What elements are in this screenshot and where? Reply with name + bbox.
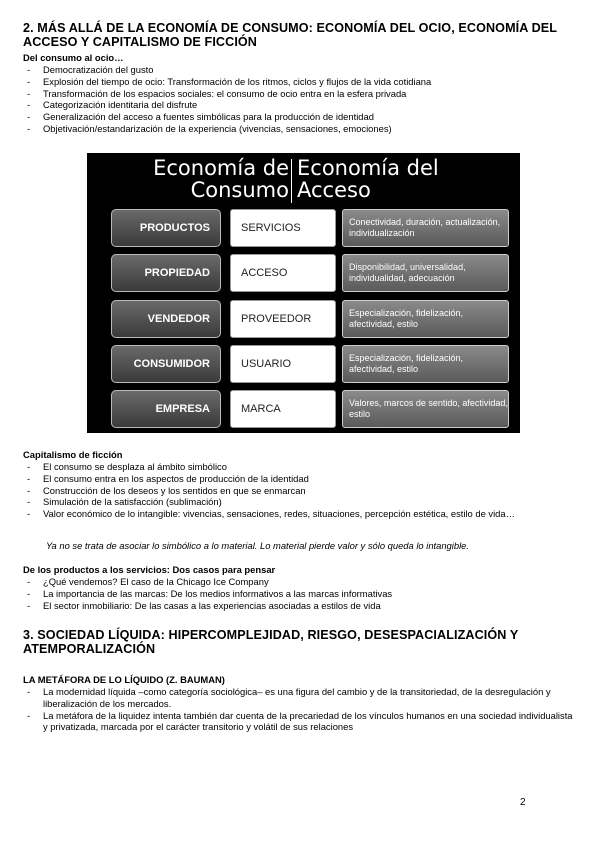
- list-item: - Simulación de la satisfacción (sublimación): [23, 496, 578, 508]
- ocio-heading: Del consumo al ocio…: [23, 52, 124, 63]
- list-item: - La metáfora de la liquidez intenta también dar cuenta de la precariedad de los vínculos humanos en una sociedad individualista y privatizada, marcada por el carácter transitorio y volátil de sus relaciones: [23, 710, 578, 734]
- list-item: - El consumo se desplaza al ámbito simbólico: [23, 461, 578, 473]
- section-2-title-line2: ACCESO Y CAPITALISMO DE FICCIÓN: [23, 35, 258, 49]
- figure-head-consumo: [153, 157, 289, 201]
- figure-cell-attributes: Valores, marcos de sentido, afectividad, estilo: [342, 390, 509, 428]
- figure-cell-consumo: CONSUMIDOR: [111, 345, 221, 383]
- list-item: - Generalización del acceso a fuentes simbólicas para la producción de identidad: [23, 111, 578, 123]
- page-number: 2: [520, 797, 526, 808]
- ocio-list: [23, 64, 578, 135]
- figure-cell-acceso: ACCESO: [230, 254, 336, 292]
- section-2-title: [23, 21, 557, 49]
- list-item: - Categorización identitaria del disfrute: [23, 99, 578, 111]
- liquido-heading: LA METÁFORA DE LO LÍQUIDO (Z. BAUMAN): [23, 674, 225, 685]
- capitalismo-list: [23, 461, 578, 520]
- list-item: - ¿Qué vendemos? El caso de la Chicago Ice Company: [23, 576, 578, 588]
- figure-row: [87, 345, 520, 383]
- capitalismo-heading: Capitalismo de ficción: [23, 449, 123, 460]
- figure-cell-acceso: SERVICIOS: [230, 209, 336, 247]
- section-3-title-line2: ATEMPORALIZACIÓN: [23, 642, 156, 656]
- list-item: - El sector inmobiliario: De las casas a las experiencias asociadas a estilos de vida: [23, 600, 578, 612]
- figure-cell-consumo: EMPRESA: [111, 390, 221, 428]
- liquido-list: [23, 686, 578, 733]
- figure-cell-attributes: Especialización, fidelización, afectividad, estilo: [342, 300, 509, 338]
- list-item: - Transformación de los espacios sociales: el consumo de ocio entra en la esfera privada: [23, 88, 578, 100]
- figure-head-right-line2: Acceso: [297, 178, 371, 202]
- figure-head-left-line2: Consumo: [190, 178, 289, 202]
- capitalismo-note: Ya no se trata de asociar lo simbólico a lo material. Lo material pierde valor y sólo queda lo intangible.: [46, 540, 469, 551]
- list-item: - Explosión del tiempo de ocio: Transformación de los ritmos, ciclos y flujos de la vida cotidiana: [23, 76, 578, 88]
- figure-cell-acceso: MARCA: [230, 390, 336, 428]
- figure-cell-attributes: Disponibilidad, universalidad, individualidad, adecuación: [342, 254, 509, 292]
- figure-cell-attributes: Especialización, fidelización, afectividad, estilo: [342, 345, 509, 383]
- figure-cell-attributes: Conectividad, duración, actualización, individualización: [342, 209, 509, 247]
- list-item: - Construcción de los deseos y los sentidos en que se enmarcan: [23, 485, 578, 497]
- section-3-title: [23, 628, 518, 656]
- figure-row: [87, 390, 520, 428]
- list-item: - Objetivación/estandarización de la experiencia (vivencias, sensaciones, emociones): [23, 123, 578, 135]
- figure-cell-consumo: VENDEDOR: [111, 300, 221, 338]
- figure-row: [87, 300, 520, 338]
- figure-head-acceso: [297, 157, 439, 201]
- section-3-title-line1: 3. SOCIEDAD LÍQUIDA: HIPERCOMPLEJIDAD, RIESGO, DESESPACIALIZACIÓN Y: [23, 628, 519, 642]
- productos-list: [23, 576, 578, 611]
- figure-cell-consumo: PROPIEDAD: [111, 254, 221, 292]
- list-item: - Valor económico de lo intangible: vivencias, sensaciones, redes, situaciones, percepción estética, estilo de vida…: [23, 508, 578, 520]
- figure-cell-acceso: USUARIO: [230, 345, 336, 383]
- figure-cell-consumo: PRODUCTOS: [111, 209, 221, 247]
- list-item: - La importancia de las marcas: De los medios informativos a las marcas informativas: [23, 588, 578, 600]
- list-item: - La modernidad líquida –como categoría sociológica– es una figura del cambio y de la transitoriedad, de la desregulación y liberalización de los mercados.: [23, 686, 578, 710]
- productos-heading: De los productos a los servicios: Dos casos para pensar: [23, 564, 276, 575]
- figure-head-left-line1: Economía de: [153, 156, 289, 180]
- economy-comparison-figure: [87, 153, 520, 433]
- list-item: - Democratización del gusto: [23, 64, 578, 76]
- figure-head-right-line1: Economía del: [297, 156, 439, 180]
- section-2-title-line1: 2. MÁS ALLÁ DE LA ECONOMÍA DE CONSUMO: ECONOMÍA DEL OCIO, ECONOMÍA DEL: [23, 21, 558, 35]
- figure-cell-acceso: PROVEEDOR: [230, 300, 336, 338]
- figure-row: [87, 209, 520, 247]
- list-item: - El consumo entra en los aspectos de producción de la identidad: [23, 473, 578, 485]
- figure-row: [87, 254, 520, 292]
- figure-divider: [291, 159, 292, 203]
